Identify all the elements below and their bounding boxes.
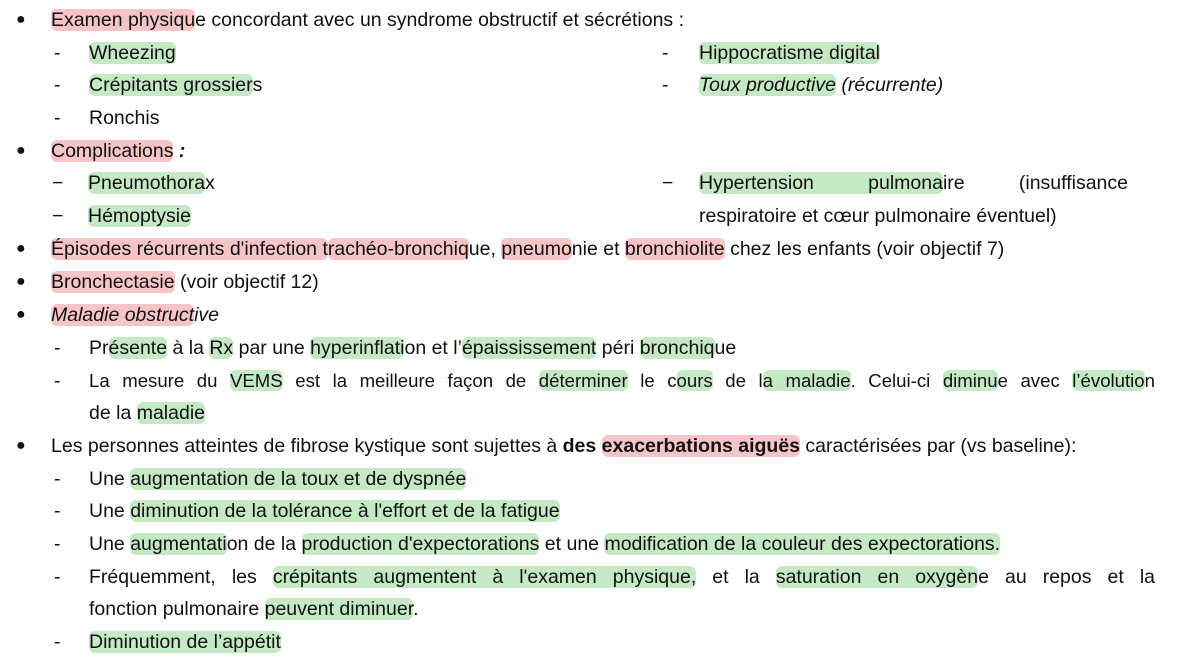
text: Ronchis bbox=[89, 107, 160, 129]
text: . bbox=[413, 598, 419, 620]
text: (voir objectif 12) bbox=[174, 271, 319, 293]
list-item-hemoptysie bbox=[88, 204, 191, 228]
section-complications bbox=[51, 139, 185, 163]
text: Une bbox=[89, 500, 131, 522]
highlight-red: bronchiolite bbox=[624, 238, 725, 260]
highlight-green: Hypertension pulmona bbox=[699, 172, 943, 194]
text: le c bbox=[627, 370, 677, 391]
highlight-red: Maladie obstruct bbox=[51, 304, 195, 326]
text: Les personnes atteintes de fibrose kystique sont sujettes à bbox=[51, 435, 563, 457]
highlight-red: Épisodes récurrents d'infection t bbox=[51, 238, 328, 260]
highlight-red: pneumo bbox=[501, 238, 572, 260]
text: et une bbox=[539, 533, 605, 555]
text: Une bbox=[89, 468, 131, 490]
highlight-red: rachéo-bronchiq bbox=[327, 238, 469, 260]
dash-icon: - bbox=[662, 74, 669, 96]
list-item-toux-dyspnee bbox=[89, 467, 466, 491]
list-item-hypertension-cont: respiratoire et cœur pulmonaire éventuel) bbox=[699, 205, 1057, 227]
highlight-red: exacerbations aiguës bbox=[601, 435, 801, 457]
bullet-icon: ● bbox=[16, 306, 26, 323]
highlight-red: Bronchectasie bbox=[51, 271, 175, 293]
highlight-green: Hippocratisme digital bbox=[699, 42, 880, 64]
text: n bbox=[1144, 370, 1155, 391]
section-exacerbations bbox=[51, 434, 1076, 458]
section-maladie-obstructive bbox=[51, 303, 219, 327]
list-item-hypertension bbox=[699, 171, 1128, 195]
section-episodes bbox=[51, 237, 1004, 261]
text: ire (insuffisance bbox=[942, 172, 1128, 194]
text: (récurrente) bbox=[835, 74, 944, 96]
text: de l bbox=[712, 370, 763, 391]
section-examen-physique bbox=[51, 8, 684, 32]
text: La mesure du bbox=[89, 370, 230, 391]
text: s bbox=[252, 74, 263, 96]
text: nie et bbox=[571, 238, 625, 260]
long-dash-icon: − bbox=[662, 172, 674, 194]
list-item-fonction-pulmonaire bbox=[89, 597, 419, 621]
list-item-appetit bbox=[89, 630, 281, 654]
highlight-green: Crépitants grossier bbox=[89, 74, 253, 96]
list-item-vems bbox=[89, 369, 1155, 393]
highlight-red: Examen physiqu bbox=[51, 9, 196, 31]
highlight-green: a maladie bbox=[762, 370, 851, 391]
highlight-green: déterminer bbox=[538, 370, 628, 391]
dash-icon: - bbox=[54, 533, 61, 555]
list-item-hippocratisme bbox=[699, 41, 880, 65]
long-dash-icon: − bbox=[52, 205, 64, 227]
bullet-icon: ● bbox=[16, 142, 26, 159]
list-item-tolerance bbox=[89, 499, 560, 523]
highlight-green: production d'expectorations bbox=[301, 533, 540, 555]
list-item-rx bbox=[89, 336, 736, 360]
dash-icon: - bbox=[662, 42, 669, 64]
dash-icon: - bbox=[54, 370, 61, 392]
bullet-icon: ● bbox=[16, 240, 26, 257]
highlight-green: l’évolutio bbox=[1072, 370, 1145, 391]
dash-icon: - bbox=[54, 631, 61, 653]
bullet-icon: ● bbox=[16, 437, 26, 454]
highlight-green: Wheezing bbox=[89, 42, 176, 64]
text: e au repos et la bbox=[978, 566, 1155, 588]
list-item-ronchis bbox=[89, 106, 159, 130]
text: chez les enfants (voir objectif 7) bbox=[724, 238, 1005, 260]
text: péri bbox=[596, 337, 640, 359]
highlight-green: ours bbox=[676, 370, 713, 391]
list-item-crepitants-saturation bbox=[89, 565, 1155, 589]
highlight-green: augmentati bbox=[130, 533, 227, 555]
text: fonction pulmonaire bbox=[89, 598, 265, 620]
dash-icon: - bbox=[54, 42, 61, 64]
text: Une bbox=[89, 533, 131, 555]
highlight-green: modification de la couleur des expectorations. bbox=[604, 533, 1001, 555]
highlight-green: crépitants augmentent à l'examen physique, bbox=[272, 566, 697, 588]
bullet-icon: ● bbox=[16, 11, 26, 28]
list-item-pneumothorax bbox=[88, 171, 215, 195]
text: est la meilleure façon de bbox=[282, 370, 539, 391]
text: on et l’ bbox=[404, 337, 462, 359]
highlight-green: maladie bbox=[136, 402, 205, 424]
dash-icon: - bbox=[54, 74, 61, 96]
text: e avec bbox=[997, 370, 1073, 391]
list-item-expectorations bbox=[89, 532, 1000, 556]
highlight-green: diminu bbox=[942, 370, 998, 391]
highlight-green: ésente bbox=[108, 337, 168, 359]
text: ue bbox=[714, 337, 737, 359]
bullet-icon: ● bbox=[16, 273, 26, 290]
highlight-green: hyperinflati bbox=[310, 337, 405, 359]
list-item-vems-cont bbox=[89, 401, 205, 425]
text: caractérisées par (vs baseline): bbox=[800, 435, 1077, 457]
text: Pr bbox=[89, 337, 109, 359]
dash-icon: - bbox=[54, 500, 61, 522]
long-dash-icon: − bbox=[52, 172, 64, 194]
text: e concordant avec un syndrome obstructif et sécrétions : bbox=[195, 9, 685, 31]
highlight-green: Pneumothora bbox=[88, 172, 206, 194]
dash-icon: - bbox=[54, 468, 61, 490]
text: Fréquemment, les bbox=[89, 566, 273, 588]
text: : bbox=[173, 140, 186, 162]
highlight-green: diminution de la tolérance à l'effort et de la fatigue bbox=[130, 500, 560, 522]
list-item-crepitants bbox=[89, 73, 262, 97]
highlight-green: saturation en oxygèn bbox=[775, 566, 979, 588]
dash-icon: - bbox=[54, 337, 61, 359]
highlight-green: peuvent diminuer bbox=[264, 598, 414, 620]
highlight-green: VEMS bbox=[229, 370, 283, 391]
text: x bbox=[205, 172, 215, 194]
text: . Celui-ci bbox=[850, 370, 943, 391]
dash-icon: - bbox=[54, 107, 61, 129]
text-bold: des bbox=[562, 435, 602, 457]
list-item-toux bbox=[699, 73, 943, 97]
highlight-green: Toux productive bbox=[699, 74, 836, 96]
text: à la bbox=[167, 337, 210, 359]
section-bronchectasie bbox=[51, 270, 319, 294]
highlight-green: épaississement bbox=[461, 337, 597, 359]
highlight-green: bronchiq bbox=[639, 337, 715, 359]
text: ive bbox=[194, 304, 220, 326]
highlight-green: Rx bbox=[209, 337, 234, 359]
list-item-wheezing bbox=[89, 41, 176, 65]
text: ue, bbox=[468, 238, 502, 260]
highlight-green: Diminution de l’appétit bbox=[89, 631, 281, 653]
highlight-green: augmentation de la toux et de dyspnée bbox=[130, 468, 467, 490]
text: par une bbox=[233, 337, 311, 359]
highlight-red: Complications bbox=[51, 140, 174, 162]
text: de la bbox=[89, 402, 137, 424]
text: et la bbox=[696, 566, 776, 588]
dash-icon: - bbox=[54, 566, 61, 588]
text: on de la bbox=[226, 533, 302, 555]
highlight-green: Hémoptysie bbox=[88, 205, 191, 227]
